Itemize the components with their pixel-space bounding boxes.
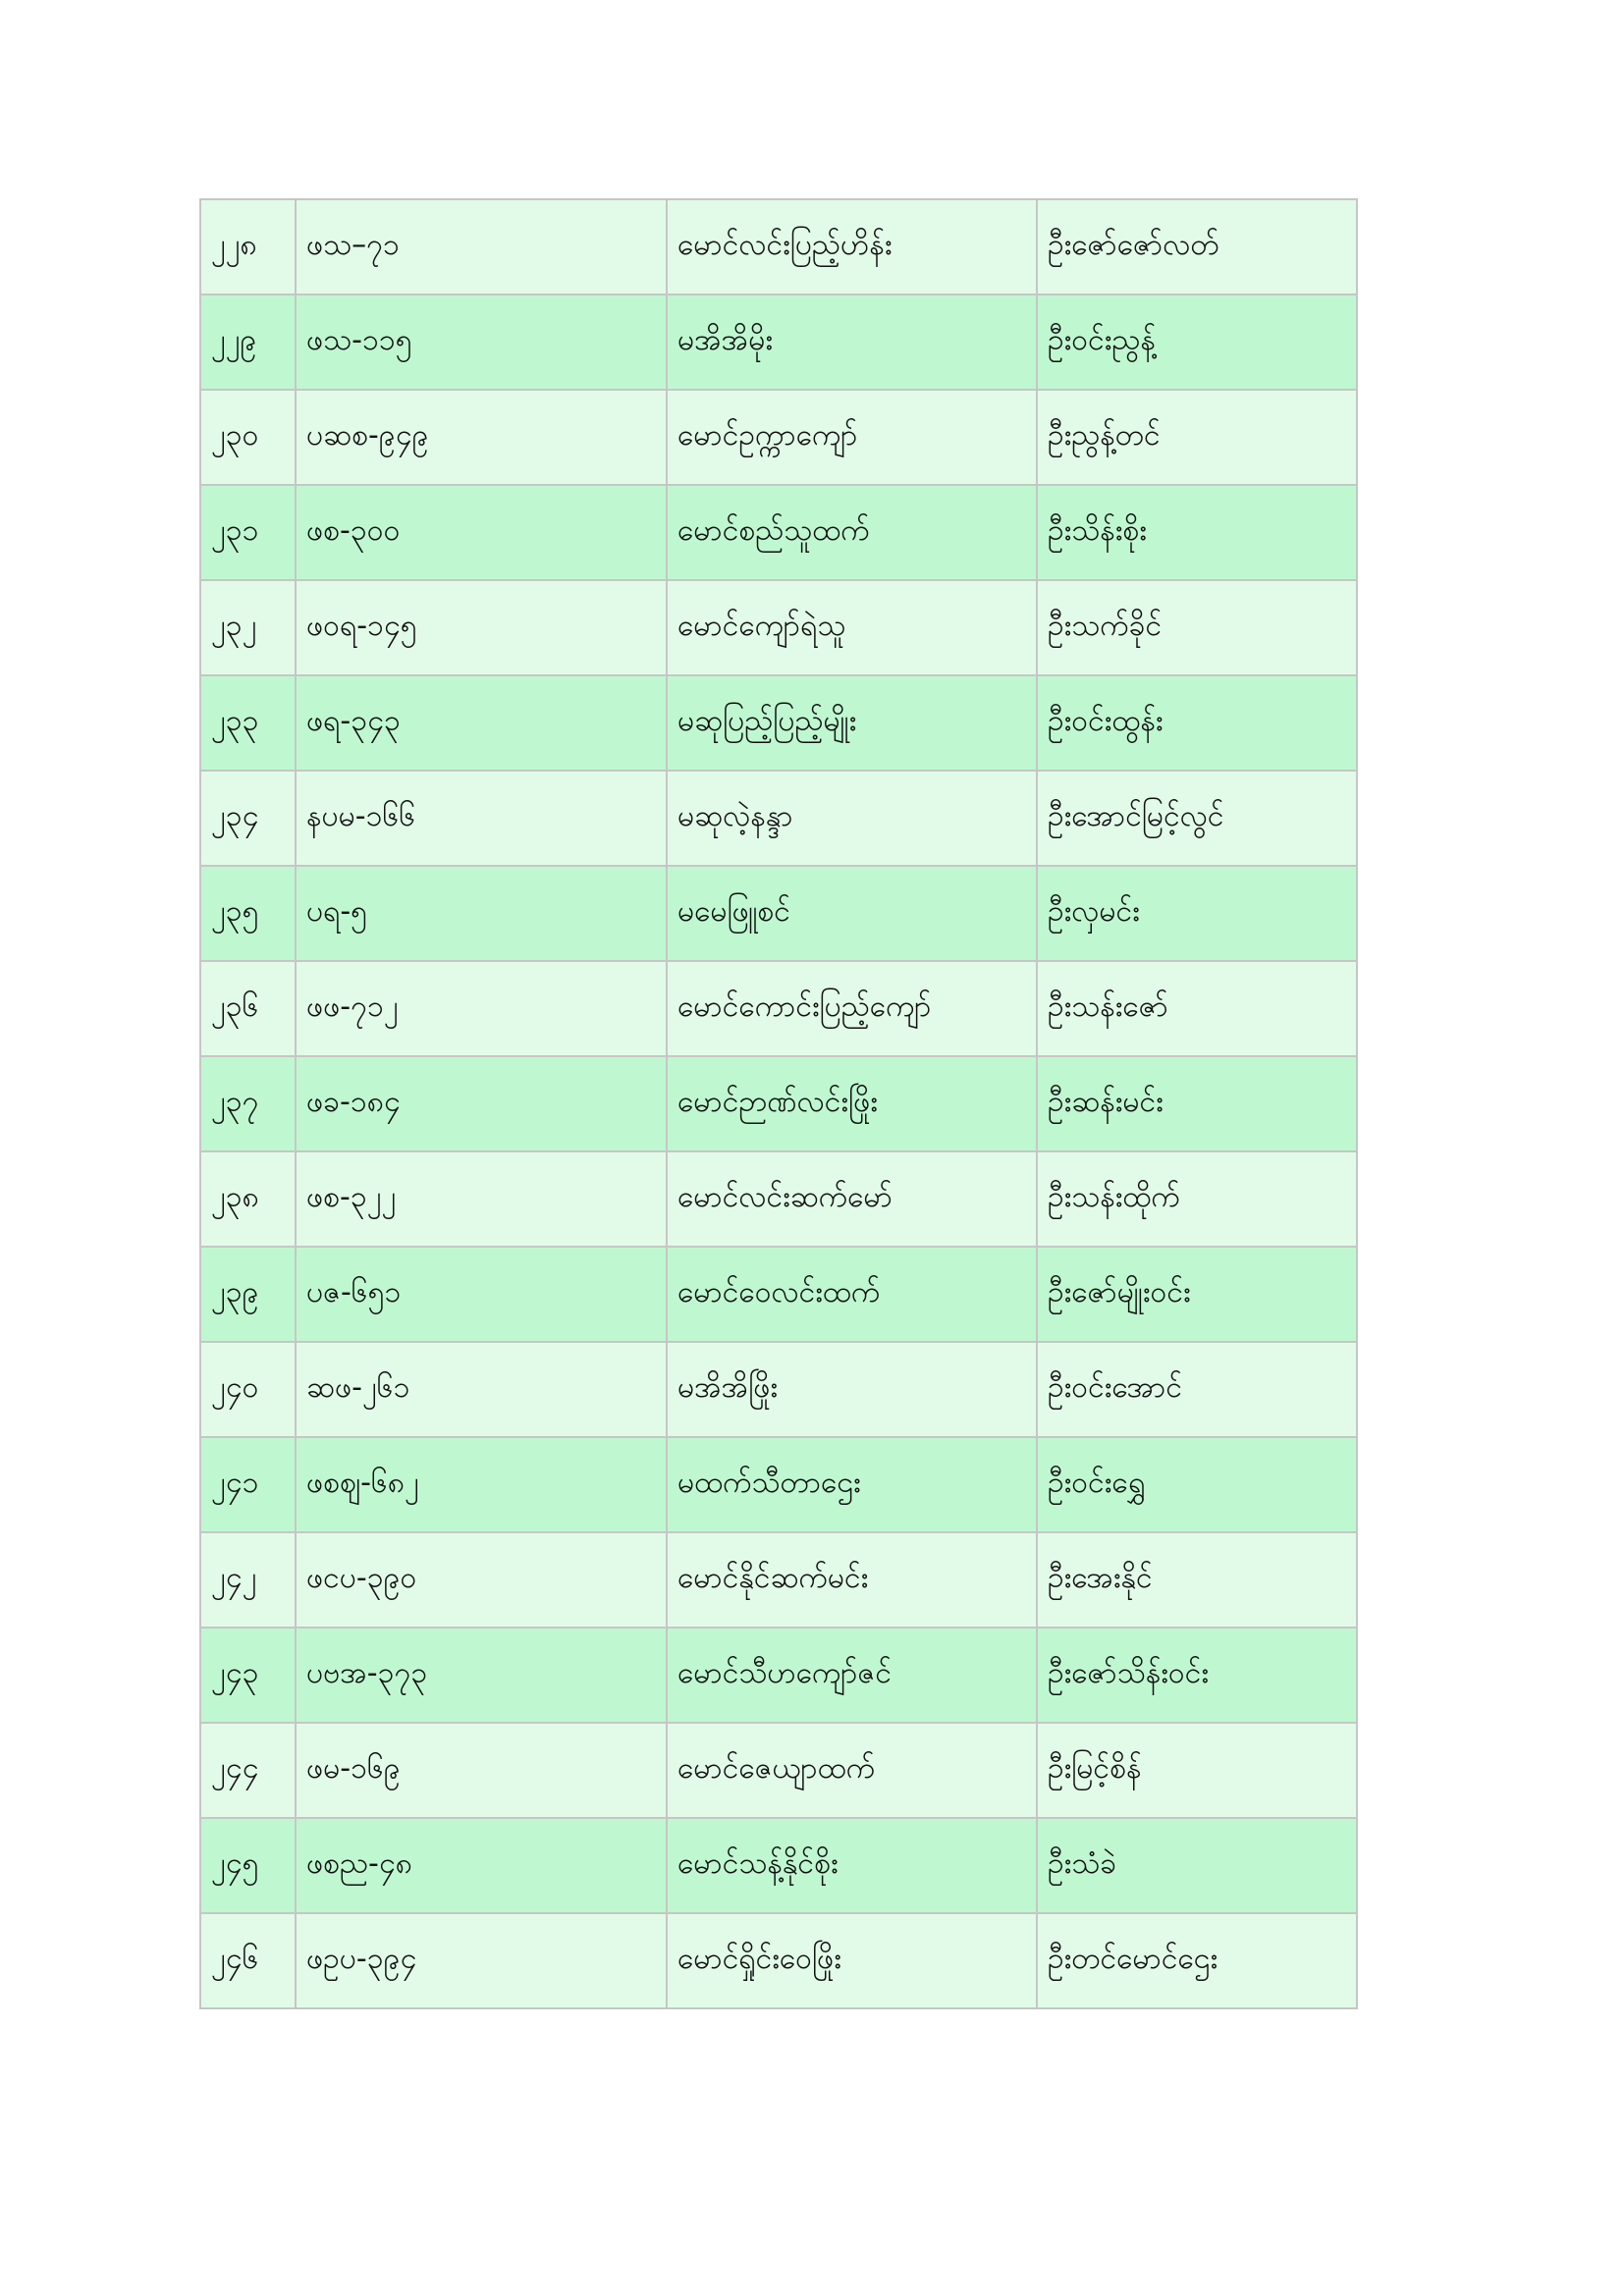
- father-name-cell: ဦးဇော်ဇော်လတ်: [1037, 199, 1357, 294]
- father-name-cell: ဦးဇော်သိန်းဝင်း: [1037, 1628, 1357, 1723]
- table-row: [200, 390, 1357, 485]
- student-name-cell: မအိအိမိုး: [667, 294, 1037, 390]
- student-name-cell: မောင်နိုင်ဆက်မင်း: [667, 1532, 1037, 1628]
- row-number-cell: ၂၄၀: [200, 1342, 296, 1437]
- father-name-cell: ဦးသက်ခိုင်: [1037, 580, 1357, 675]
- row-number-cell: ၂၂၉: [200, 294, 296, 390]
- row-number-cell: ၂၄၅: [200, 1818, 296, 1913]
- row-number-cell: ၂၄၆: [200, 1913, 296, 2008]
- student-name-cell: မောင်ရှိုင်းဝေဖြိုး: [667, 1913, 1037, 2008]
- father-name-cell: ဦးသံခဲ: [1037, 1818, 1357, 1913]
- registration-cell: နပမ-၁၆၆: [296, 771, 667, 866]
- row-number-cell: ၂၃၀: [200, 390, 296, 485]
- student-name-cell: မဆုလဲ့နန္ဒာ: [667, 771, 1037, 866]
- student-name-cell: မောင်စည်သူထက်: [667, 485, 1037, 580]
- student-name-cell: မောင်ကျော်ရဲသူ: [667, 580, 1037, 675]
- row-number-cell: ၂၃၅: [200, 866, 296, 961]
- table-row: [200, 580, 1357, 675]
- registration-cell: ပရ-၅: [296, 866, 667, 961]
- registration-cell: ဖစ-၃၂၂: [296, 1151, 667, 1247]
- registration-cell: ဖဖ-၇၁၂: [296, 961, 667, 1056]
- student-name-cell: မောင်ဥက္ကာကျော်: [667, 390, 1037, 485]
- registration-cell: ဖဥပ-၃၉၄: [296, 1913, 667, 2008]
- row-number-cell: ၂၃၇: [200, 1056, 296, 1151]
- row-number-cell: ၂၃၂: [200, 580, 296, 675]
- student-name-cell: မအိအိဖြိုး: [667, 1342, 1037, 1437]
- row-number-cell: ၂၃၁: [200, 485, 296, 580]
- father-name-cell: ဦးဝင်းထွန်း: [1037, 675, 1357, 771]
- father-name-cell: ဦးညွန့်တင်: [1037, 390, 1357, 485]
- table-row: [200, 1913, 1357, 2008]
- registration-cell: ပဆစ-၉၄၉: [296, 390, 667, 485]
- registration-cell: ပဗအ-၃၇၃: [296, 1628, 667, 1723]
- table-row: [200, 1247, 1357, 1342]
- table-row: [200, 1342, 1357, 1437]
- row-number-cell: ၂၃၄: [200, 771, 296, 866]
- row-number-cell: ၂၃၆: [200, 961, 296, 1056]
- student-name-cell: မောင်ဇေယျာထက်: [667, 1723, 1037, 1818]
- registration-cell: ဖစ-၃၀၀: [296, 485, 667, 580]
- father-name-cell: ဦးဝင်းရွှေ: [1037, 1437, 1357, 1532]
- father-name-cell: ဦးမြင့်စိန်: [1037, 1723, 1357, 1818]
- father-name-cell: ဦးသန်းဇော်: [1037, 961, 1357, 1056]
- father-name-cell: ဦးဆန်းမင်း: [1037, 1056, 1357, 1151]
- table-row: [200, 294, 1357, 390]
- row-number-cell: ၂၄၃: [200, 1628, 296, 1723]
- student-name-cell: မောင်ဉာဏ်လင်းဖြိုး: [667, 1056, 1037, 1151]
- table-row: [200, 1532, 1357, 1628]
- registration-cell: ဖရ-၃၄၃: [296, 675, 667, 771]
- registration-cell: ဖဝရ-၁၄၅: [296, 580, 667, 675]
- student-name-cell: မောင်လင်းပြည့်ဟိန်း: [667, 199, 1037, 294]
- table-row: [200, 961, 1357, 1056]
- father-name-cell: ဦးဇော်မျိုးဝင်း: [1037, 1247, 1357, 1342]
- student-name-cell: မောင်ဝေလင်းထက်: [667, 1247, 1037, 1342]
- table-row: [200, 1818, 1357, 1913]
- roster-table: [199, 198, 1358, 2009]
- table-row: [200, 866, 1357, 961]
- registration-cell: ဖမ-၁၆၉: [296, 1723, 667, 1818]
- student-name-cell: မောင်သန့်နိုင်စိုး: [667, 1818, 1037, 1913]
- row-number-cell: ၂၂၈: [200, 199, 296, 294]
- table-row: [200, 485, 1357, 580]
- father-name-cell: ဦးဝင်းအောင်: [1037, 1342, 1357, 1437]
- row-number-cell: ၂၃၉: [200, 1247, 296, 1342]
- student-name-cell: မဆုပြည့်ပြည့်မျိုး: [667, 675, 1037, 771]
- table-row: [200, 1056, 1357, 1151]
- row-number-cell: ၂၃၃: [200, 675, 296, 771]
- father-name-cell: ဦးအောင်မြင့်လွင်: [1037, 771, 1357, 866]
- row-number-cell: ၂၄၄: [200, 1723, 296, 1818]
- father-name-cell: ဦးသိန်းစိုး: [1037, 485, 1357, 580]
- registration-cell: ပဇ-၆၅၁: [296, 1247, 667, 1342]
- father-name-cell: ဦးသန်းထိုက်: [1037, 1151, 1357, 1247]
- student-name-cell: မထက်သီတာဌေး: [667, 1437, 1037, 1532]
- table-row: [200, 771, 1357, 866]
- row-number-cell: ၂၄၁: [200, 1437, 296, 1532]
- student-name-cell: မောင်သီဟကျော်ဇင်: [667, 1628, 1037, 1723]
- father-name-cell: ဦးဝင်းညွန့်: [1037, 294, 1357, 390]
- registration-cell: ဖငပ-၃၉၀: [296, 1532, 667, 1628]
- roster-body: [200, 199, 1357, 2008]
- table-row: [200, 199, 1357, 294]
- table-row: [200, 1628, 1357, 1723]
- registration-cell: ဖစည-၄၈: [296, 1818, 667, 1913]
- father-name-cell: ဦးအေးနိုင်: [1037, 1532, 1357, 1628]
- registration-cell: ဖသ-၁၁၅: [296, 294, 667, 390]
- row-number-cell: ၂၄၂: [200, 1532, 296, 1628]
- registration-cell: ဖစဈ-၆၈၂: [296, 1437, 667, 1532]
- registration-cell: ဖသ–၇၁: [296, 199, 667, 294]
- registration-cell: ဖခ-၁၈၄: [296, 1056, 667, 1151]
- table-row: [200, 1151, 1357, 1247]
- row-number-cell: ၂၃၈: [200, 1151, 296, 1247]
- student-name-cell: မောင်လင်းဆက်မော်: [667, 1151, 1037, 1247]
- table-row: [200, 675, 1357, 771]
- student-name-cell: မမေဖြူစင်: [667, 866, 1037, 961]
- student-name-cell: မောင်ကောင်းပြည့်ကျော်: [667, 961, 1037, 1056]
- father-name-cell: ဦးတင်မောင်ဌေး: [1037, 1913, 1357, 2008]
- father-name-cell: ဦးလှမင်း: [1037, 866, 1357, 961]
- table-row: [200, 1723, 1357, 1818]
- registration-cell: ဆဖ-၂၆၁: [296, 1342, 667, 1437]
- table-row: [200, 1437, 1357, 1532]
